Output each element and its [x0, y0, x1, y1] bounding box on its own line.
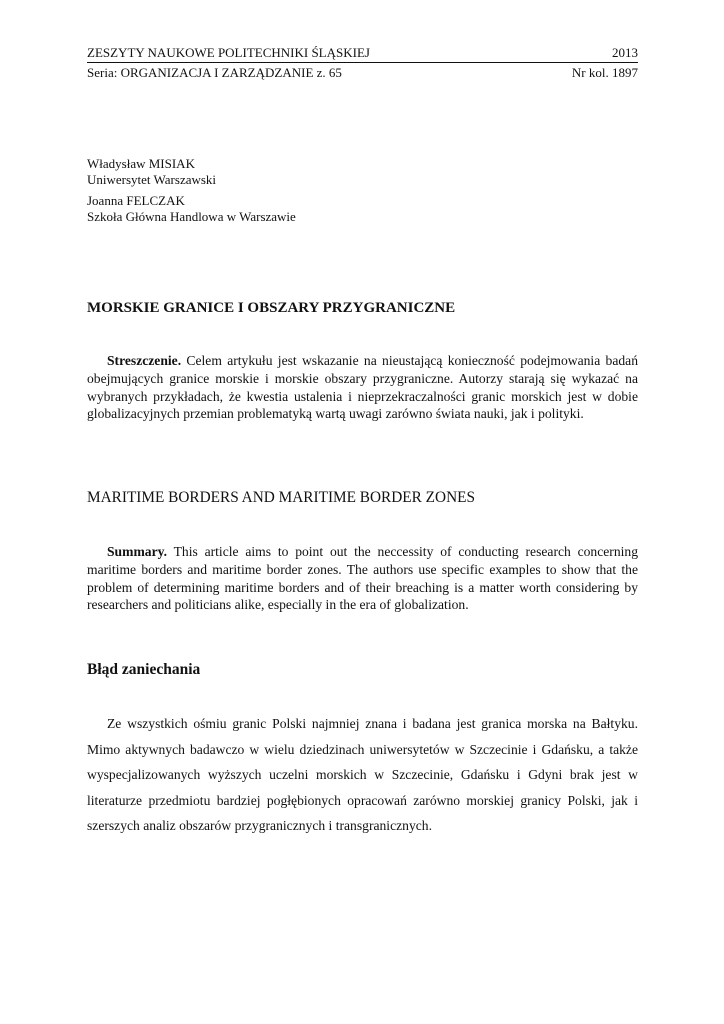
author-list: [87, 156, 296, 225]
abstract-english-text: This article aims to point out the neccessity of conducting research concerning maritime borders and maritime border zones. The authors use specific examples to show that the problem of determining maritime borders and of their breaching is a matter worth considering by researchers and politicians alike, especially in the era of globalization.: [87, 544, 638, 613]
section-heading: Błąd zaniechania: [87, 661, 201, 678]
paper-title-english: MARITIME BORDERS AND MARITIME BORDER ZONES: [87, 489, 475, 506]
running-head-row-series: [87, 64, 638, 81]
body-paragraph: Ze wszystkich ośmiu granic Polski najmniej znana i badana jest granica morska na Bałtyku. Mimo aktywnych badawczo w wielu dziedzinach uniwersytetów w Szczecinie i Gdańsku, a także wyspecjalizowanych wyższych uczelni morskich w Szczecinie, Gdańsku i Gdyni brak jest w literaturze przedmiotu bardziej pogłębionych opracowań zarówno morskiej granicy Polski, jak i szerszych analiz obszarów przygranicznych i transgranicznych.: [87, 716, 638, 833]
author-affiliation: Szkoła Główna Handlowa w Warszawie: [87, 209, 296, 224]
journal-name: ZESZYTY NAUKOWE POLITECHNIKI ŚLĄSKIEJ: [87, 45, 370, 60]
issue-number: Nr kol. 1897: [571, 65, 638, 80]
author-block: [87, 156, 296, 188]
abstract-english: [87, 543, 638, 614]
document-page: [87, 0, 638, 1024]
author-affiliation: Uniwersytet Warszawski: [87, 172, 217, 187]
series-name: Seria: ORGANIZACJA I ZARZĄDZANIE z. 65: [87, 65, 342, 80]
abstract-polish: [87, 352, 638, 423]
author-block: [87, 193, 296, 225]
abstract-polish-text: Celem artykułu jest wskazanie na nieustającą konieczność podejmowania badań obejmujących granice morskie i morskie obszary przygraniczne. Autorzy starają się wykazać na wybranych przykładach, że kwestia ustalenia i nieprzekraczalności granic morskich jest w dobie globalizacyjnych przemian problematyką wartą uwagi zarówno świata nauki, jak i polityki.: [87, 353, 638, 422]
running-head: [87, 44, 638, 81]
running-head-row-journal: [87, 44, 638, 63]
author-name: Władysław MISIAK: [87, 156, 195, 171]
abstract-english-label: Summary.: [107, 544, 168, 559]
abstract-polish-label: Streszczenie.: [107, 353, 182, 368]
author-name: Joanna FELCZAK: [87, 193, 185, 208]
journal-year: 2013: [612, 45, 638, 60]
paper-title-polish: MORSKIE GRANICE I OBSZARY PRZYGRANICZNE: [87, 300, 456, 316]
